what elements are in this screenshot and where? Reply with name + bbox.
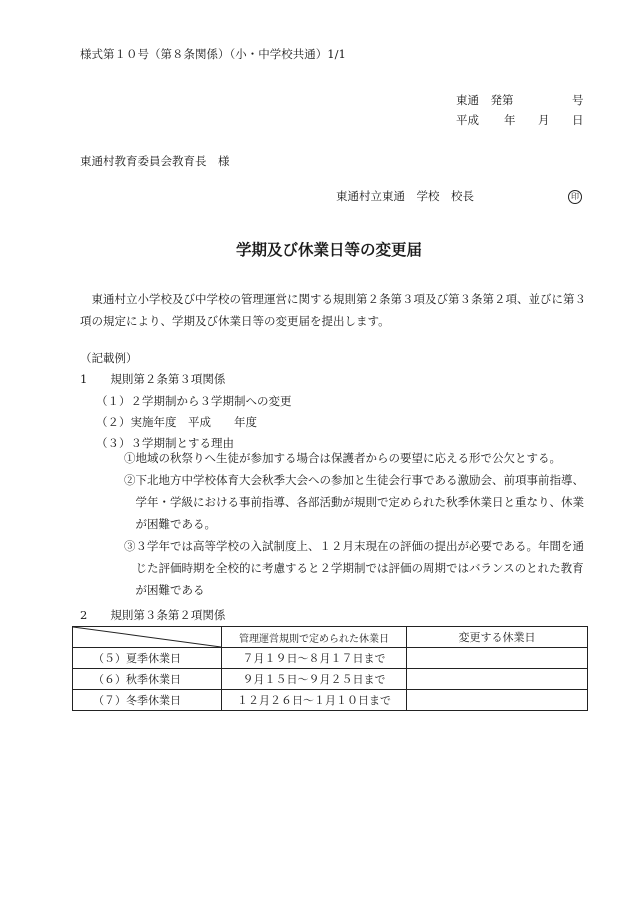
table-row (73, 648, 588, 669)
table-header-changed: 変更する休業日 (407, 627, 588, 648)
addressee: 東通村教育委員会教育長 様 (80, 154, 230, 168)
row-changed-dates (407, 669, 588, 690)
reason-list (124, 447, 592, 601)
section2-heading: 2 規則第３条第２項関係 (80, 608, 226, 622)
issue-date (456, 112, 586, 128)
row-changed-dates (407, 648, 588, 669)
row-label: （７）冬季休業日 (73, 690, 222, 711)
reason-item: ①地域の秋祭りへ生徒が参加する場合は保護者からの要望に応える形で公欠とする。 (124, 451, 561, 465)
form-code: 様式第１０号（第８条関係）（小・中学校共通）1/1 (80, 47, 346, 61)
section1-item: （２）実施年度 平成 年度 (96, 415, 257, 429)
document-number (456, 92, 584, 108)
section1-heading: 1 規則第２条第３項関係 (80, 372, 226, 386)
section1-item: （３）３学期制とする理由 (96, 436, 234, 450)
date-month: 月 (538, 113, 550, 127)
intro-paragraph (80, 288, 592, 332)
intro-text: 東通村立小学校及び中学校の管理運営に関する規則第２条第３項及び第３条第２項、並びに第３項の規定により、学期及び休業日等の変更届を提出します。 (80, 292, 586, 328)
document-number-suffix: 号 (572, 93, 584, 107)
date-day: 日 (572, 113, 584, 127)
diagonal-header-cell (73, 627, 222, 648)
date-era: 平成 (456, 113, 479, 127)
row-official-dates: ７月１９日〜８月１７日まで (222, 648, 407, 669)
reason-item: ③３学年では高等学校の入試制度上、１２月末現在の評価の提出が必要である。年間を通じた評価時期を全校的に考慮すると２学期制では評価の周期ではバランスのとれた教育が困難である (124, 539, 584, 597)
row-label: （５）夏季休業日 (73, 648, 222, 669)
date-year: 年 (504, 113, 516, 127)
holiday-table (72, 626, 588, 711)
sender-name: 東通村立東通 学校 校長 (336, 189, 474, 203)
seal-mark: 印 (568, 190, 582, 204)
document-number-prefix: 東通 発第 (456, 93, 514, 107)
row-official-dates: １２月２６日〜１月１０日まで (222, 690, 407, 711)
page-title: 学期及び休業日等の変更届 (236, 240, 423, 259)
table-header-row (73, 627, 588, 648)
diagonal-line (73, 627, 221, 647)
row-official-dates: ９月１５日〜９月２５日まで (222, 669, 407, 690)
section1-item: （１）２学期制から３学期制への変更 (96, 394, 292, 408)
sender (336, 188, 586, 204)
reason-item: ②下北地方中学校体育大会秋季大会への参加と生徒会行事である激励会、前項事前指導、学年・学級における事前指導、各部活動が規則で定められた秋季休業日と重なり、休業が困難である。 (124, 473, 584, 531)
example-heading: （記載例） (80, 351, 138, 365)
table-row (73, 690, 588, 711)
table-row (73, 669, 588, 690)
row-changed-dates (407, 690, 588, 711)
table-header-official: 管理運営規則で定められた休業日 (222, 627, 407, 648)
row-label: （６）秋季休業日 (73, 669, 222, 690)
